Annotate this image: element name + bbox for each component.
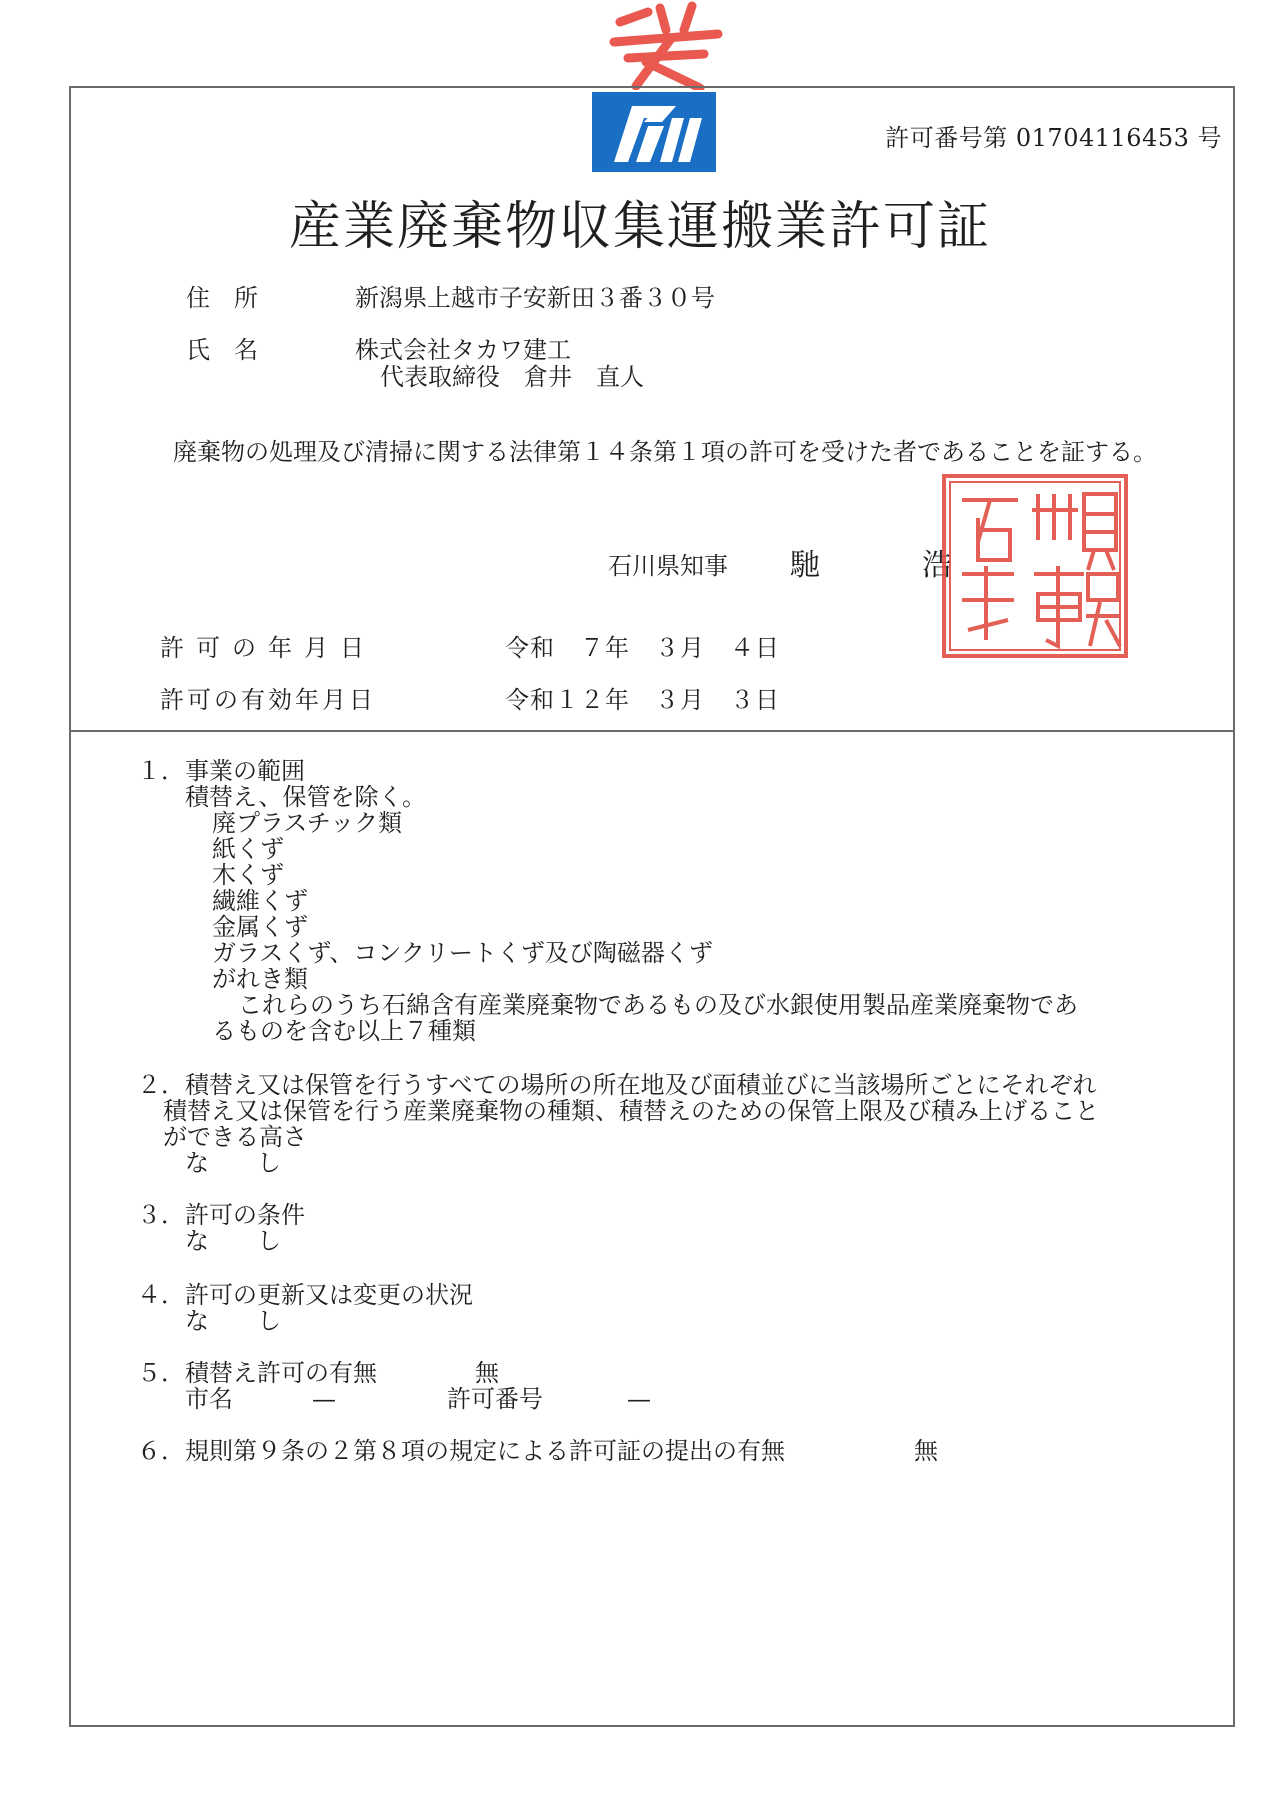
company-name: 株式会社タカワ建工 [355, 336, 571, 364]
representative-name: 代表取締役 倉井 直人 [380, 363, 644, 391]
waste-category: ガラスくず、コンクリートくず及び陶磁器くず [212, 939, 713, 967]
section-1-scope: 積替え、保管を除く。 [185, 783, 426, 811]
city-label: 市名 [185, 1385, 233, 1413]
section-5-heading: ５．積替え許可の有無 [137, 1359, 377, 1387]
expiry-date-value: 令和１２年 ３月 ３日 [505, 686, 780, 714]
address-value: 新潟県上越市子安新田３番３０号 [355, 284, 715, 312]
city-value: — [312, 1385, 336, 1413]
waste-category: 紙くず [212, 835, 284, 863]
permit-date-label: 許可の年月日 [160, 634, 376, 662]
section-6-heading: ６．規則第９条の２第８項の規定による許可証の提出の有無 [137, 1437, 785, 1465]
logo-icon [592, 92, 716, 172]
section-1-heading: １．事業の範囲 [137, 757, 305, 785]
section-1-note-line1: これらのうち石綿含有産業廃棄物であるもの及び水銀使用製品産業廃棄物であ [238, 991, 1078, 1019]
section-4-value: な し [185, 1307, 281, 1335]
transfer-permit-number-value: — [627, 1385, 651, 1413]
governor-title: 石川県知事 [608, 552, 728, 580]
certification-statement: 廃棄物の処理及び清掃に関する法律第１４条第１項の許可を受けた者であることを証する。 [173, 438, 1157, 466]
governor-name-last: 浩 [922, 548, 952, 583]
waste-category: 繊維くず [212, 887, 308, 915]
section-2-value: な し [185, 1149, 281, 1177]
waste-category: がれき類 [212, 965, 308, 993]
section-3-value: な し [185, 1227, 281, 1255]
section-6-value: 無 [914, 1437, 938, 1465]
expiry-date-label: 許可の有効年月日 [160, 686, 376, 714]
permit-date-value: 令和 ７年 ３月 ４日 [505, 634, 780, 662]
waste-category: 廃プラスチック類 [212, 809, 403, 837]
section-4-heading: ４．許可の更新又は変更の状況 [137, 1281, 473, 1309]
permit-number: 許可番号第 01704116453 号 [885, 124, 1222, 152]
receipt-stamp-mark [600, 0, 730, 90]
section-divider [69, 730, 1235, 732]
address-label: 住 所 [186, 284, 258, 312]
section-2-line1: ２．積替え又は保管を行うすべての場所の所在地及び面積並びに当該場所ごとにそれぞれ [137, 1071, 1097, 1099]
waste-category: 木くず [212, 861, 284, 889]
waste-category: 金属くず [212, 913, 308, 941]
governor-name-first: 馳 [790, 548, 820, 583]
page-title: 産業廃棄物収集運搬業許可証 [288, 197, 991, 257]
official-seal-stamp [938, 470, 1132, 662]
section-2-line3: ができる高さ [163, 1123, 307, 1151]
section-1-note-line2: るものを含む以上７種類 [212, 1017, 476, 1045]
section-5-status: 無 [475, 1359, 499, 1387]
transfer-permit-number-label: 許可番号 [447, 1385, 543, 1413]
section-3-heading: ３．許可の条件 [137, 1201, 305, 1229]
name-label: 氏 名 [186, 336, 258, 364]
section-2-line2: 積替え又は保管を行う産業廃棄物の種類、積替えのための保管上限及び積み上げること [163, 1097, 1099, 1125]
